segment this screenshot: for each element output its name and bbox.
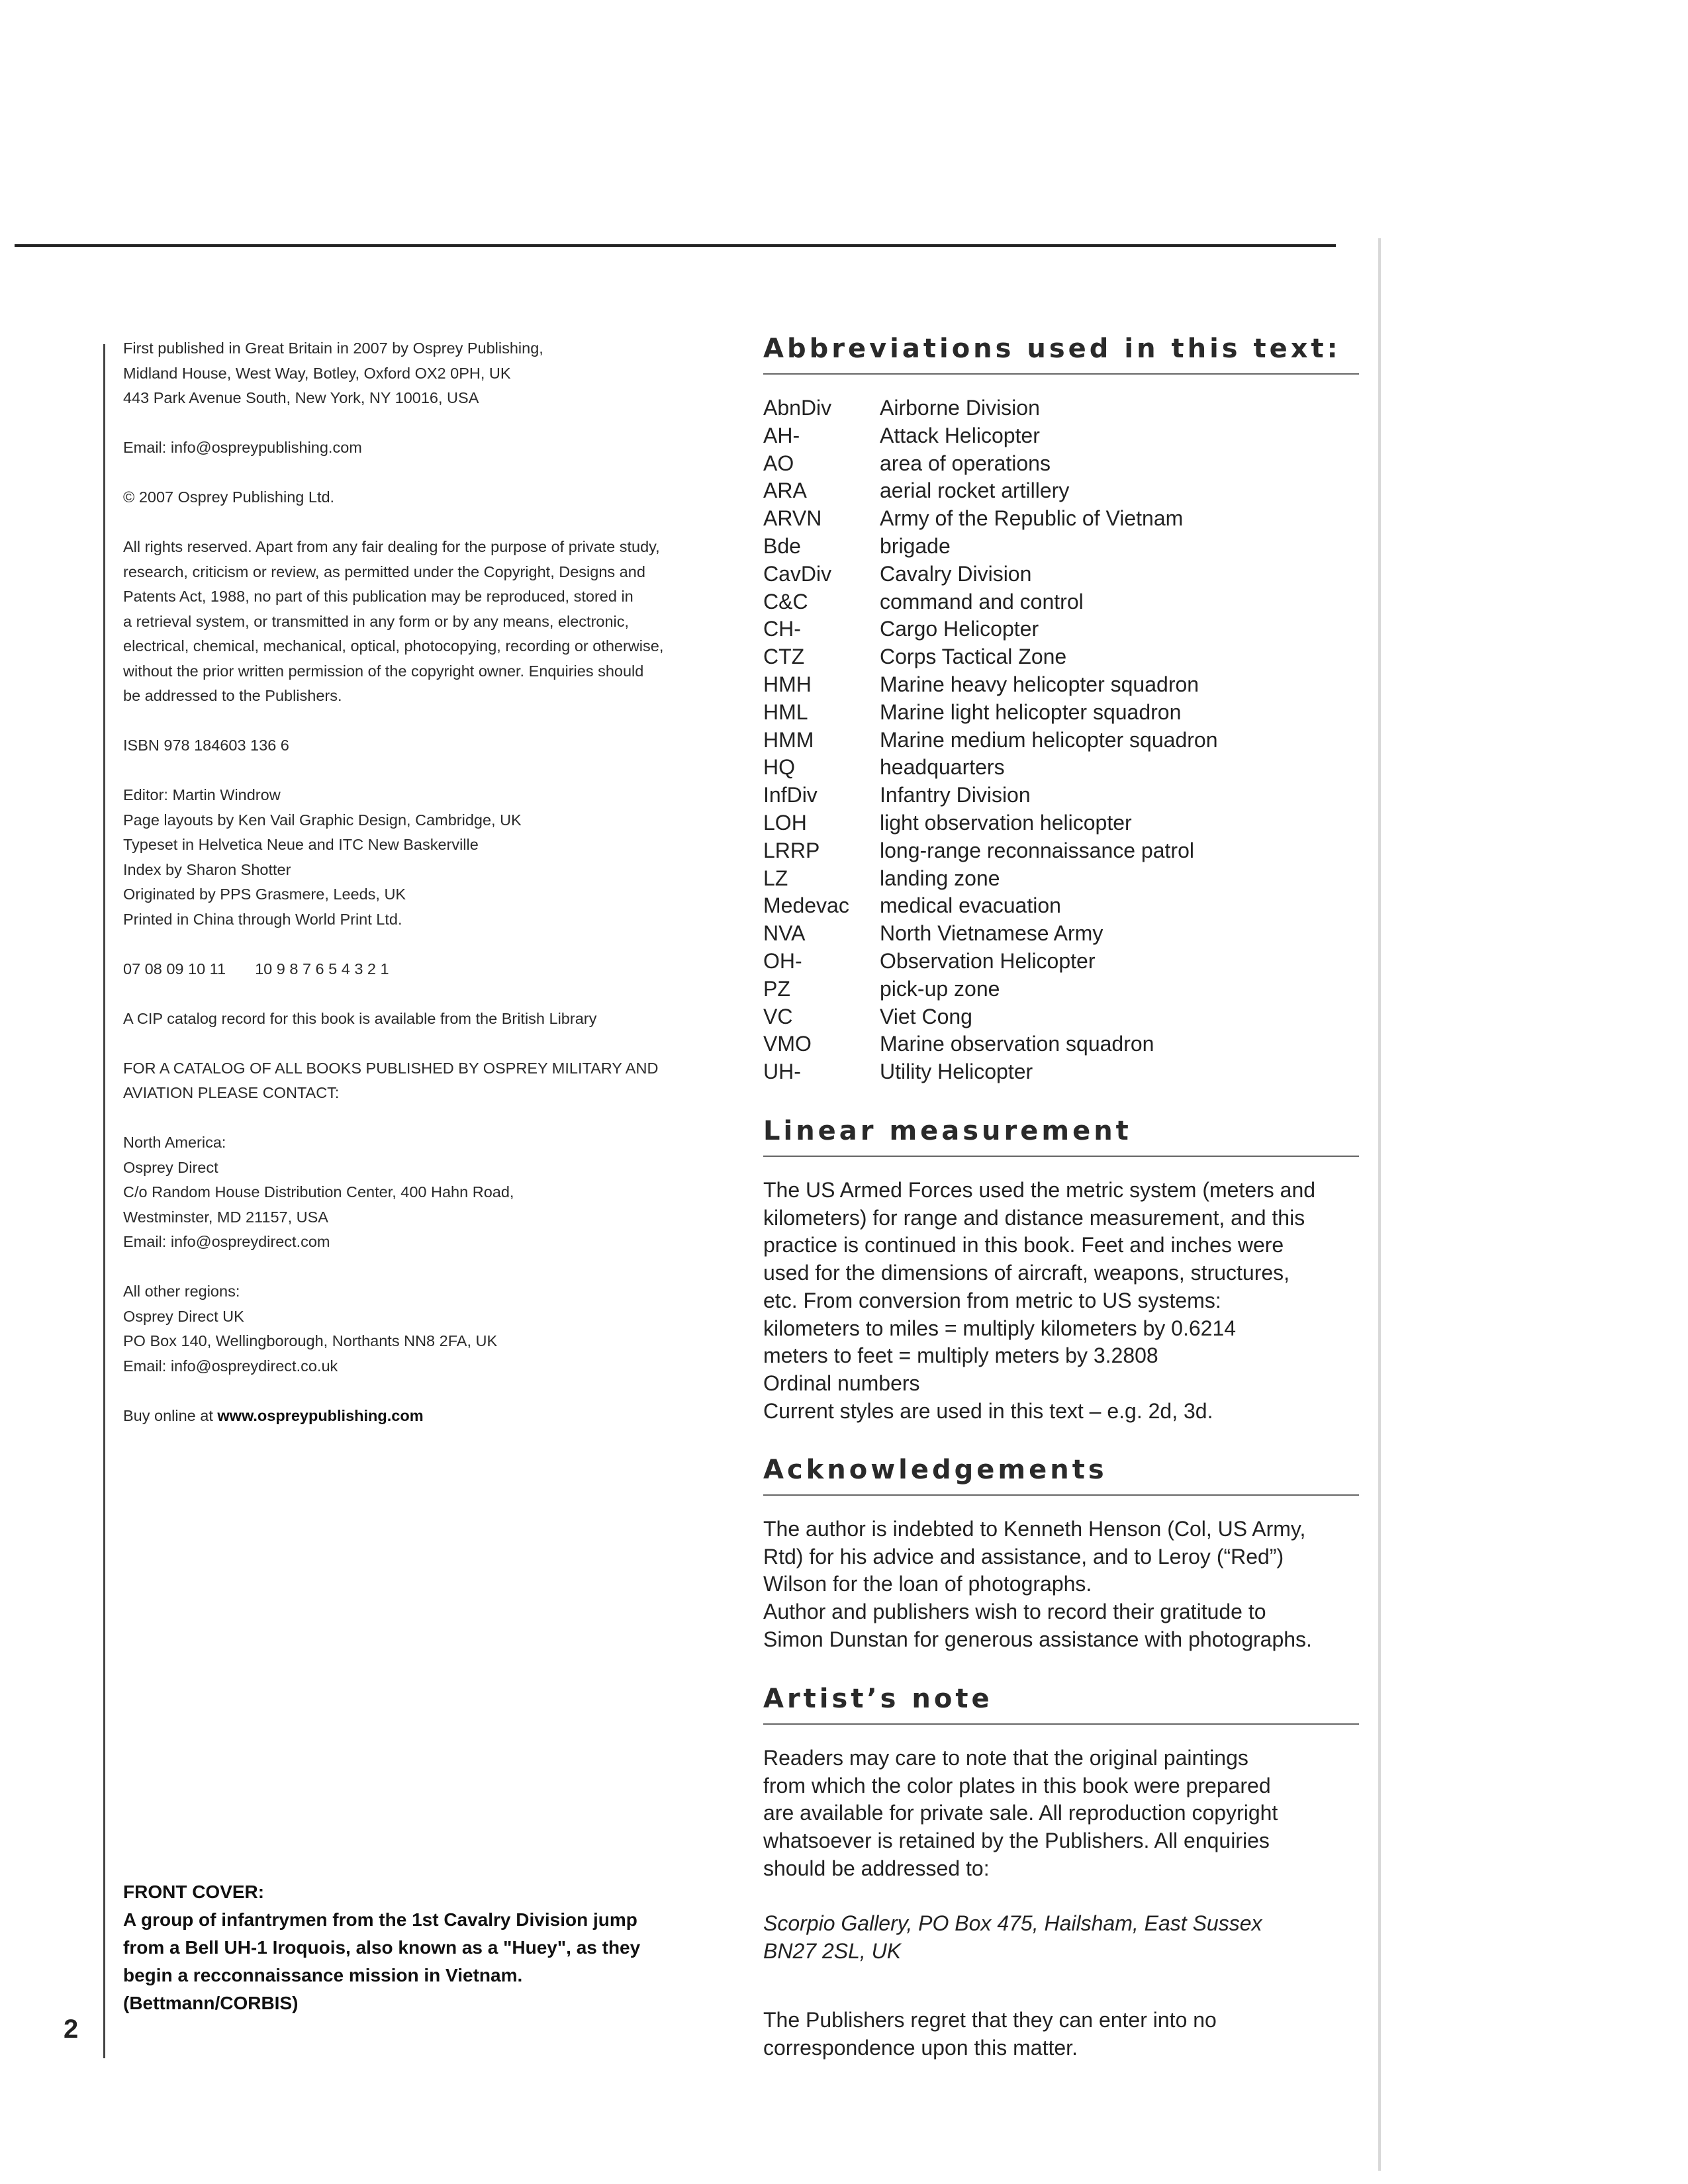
catalog-block (123, 1056, 719, 1106)
text-line: kilometers) for range and distance measurement, and this (763, 1205, 1305, 1230)
abbr-definition: Corps Tactical Zone (880, 645, 1067, 669)
gallery-address (763, 1910, 1359, 1965)
top-rule (15, 244, 1336, 247)
abbr-definition: Attack Helicopter (880, 423, 1040, 447)
text-line: from which the color plates in this book were prepared (763, 1773, 1271, 1797)
abbr-definition: Cavalry Division (880, 561, 1032, 586)
print-years: 07 08 09 10 11 (123, 960, 226, 978)
caption-line: (Bettmann/CORBIS) (123, 1993, 299, 2013)
abbr-definition: area of operations (880, 451, 1051, 475)
catalog-line: AVIATION PLEASE CONTACT: (123, 1084, 340, 1101)
text-line: The author is indebted to Kenneth Henson (Col, US Army, (763, 1517, 1306, 1541)
abbreviation-row (763, 782, 1359, 809)
abbreviation-row (763, 671, 1359, 699)
abbr-term: LZ (763, 866, 788, 890)
abbr-definition: aerial rocket artillery (880, 478, 1070, 503)
abbreviation-row (763, 727, 1359, 754)
abbr-term: CH- (763, 617, 801, 641)
linear-measurement-heading: Linear measurement (763, 1116, 1359, 1157)
na-line: Osprey Direct (123, 1158, 218, 1176)
abbr-term: HMH (763, 672, 812, 696)
abbreviation-row (763, 699, 1359, 727)
abbr-term: Bde (763, 533, 801, 558)
abbreviation-row (763, 450, 1359, 478)
abbreviation-row (763, 477, 1359, 505)
abbreviation-row (763, 1058, 1359, 1086)
acknowledgements-text (763, 1516, 1359, 1654)
rights-line: be addressed to the Publishers. (123, 687, 342, 704)
abbr-definition: brigade (880, 533, 951, 558)
credit-line: Index by Sharon Shotter (123, 860, 291, 878)
caption-line: from a Bell UH-1 Iroquois, also known as a "Huey", as they (123, 1937, 641, 1958)
abbreviation-row (763, 976, 1359, 1003)
text-line: should be addressed to: (763, 1856, 990, 1880)
abbr-definition: pick-up zone (880, 976, 1000, 1001)
abbr-term: CavDiv (763, 561, 832, 586)
front-cover-label: FRONT COVER: (123, 1882, 265, 1902)
publisher-line: 443 Park Avenue South, New York, NY 10016, USA (123, 389, 479, 406)
publisher-line: Midland House, West Way, Botley, Oxford OX2 0PH, UK (123, 364, 511, 382)
abbr-term: Medevac (763, 893, 849, 918)
buy-online-prefix: Buy online at (123, 1406, 218, 1424)
text-line: meters to feet = multiply meters by 3.2808 (763, 1343, 1158, 1368)
text-line: practice is continued in this book. Feet and inches were (763, 1233, 1284, 1257)
address-line: BN27 2SL, UK (763, 1938, 902, 1963)
abbr-definition: medical evacuation (880, 893, 1061, 918)
text-line: Current styles are used in this text – e.g. 2d, 3d. (763, 1398, 1213, 1423)
address-line: Scorpio Gallery, PO Box 475, Hailsham, East Sussex (763, 1911, 1262, 1935)
abbr-term: CTZ (763, 645, 805, 669)
abbr-definition: headquarters (880, 755, 1005, 780)
abbr-term: VC (763, 1004, 793, 1028)
abbr-definition: Infantry Division (880, 783, 1031, 807)
abbr-term: AH- (763, 423, 800, 447)
abbreviations-heading: Abbreviations used in this text: (763, 334, 1359, 375)
abbr-term: OH- (763, 948, 802, 973)
text-line: etc. From conversion from metric to US systems: (763, 1288, 1221, 1312)
credit-line: Editor: Martin Windrow (123, 786, 281, 803)
abbreviation-row (763, 422, 1359, 450)
text-line: Simon Dunstan for generous assistance with photographs. (763, 1627, 1312, 1651)
publisher-line: First published in Great Britain in 2007 by Osprey Publishing, (123, 340, 543, 357)
abbr-definition: Marine heavy helicopter squadron (880, 672, 1199, 696)
credit-line: Originated by PPS Grasmere, Leeds, UK (123, 886, 406, 903)
acknowledgements-heading: Acknowledgements (763, 1455, 1359, 1496)
artists-note-text (763, 1745, 1359, 1883)
credit-line: Printed in China through World Print Ltd. (123, 910, 402, 928)
other-line: PO Box 140, Wellingborough, Northants NN8 2FA, UK (123, 1332, 498, 1349)
margin-rule (103, 344, 105, 2058)
abbreviation-row (763, 643, 1359, 671)
linear-measurement-text (763, 1177, 1359, 1425)
abbr-definition: Marine light helicopter squadron (880, 700, 1182, 724)
text-line: correspondence upon this matter. (763, 2035, 1078, 2060)
abbreviation-row (763, 505, 1359, 533)
text-line: are available for private sale. All reproduction copyright (763, 1801, 1278, 1825)
abbreviation-row (763, 837, 1359, 865)
isbn: ISBN 978 184603 136 6 (123, 737, 289, 754)
text-line: Readers may care to note that the original paintings (763, 1746, 1248, 1770)
abbreviation-row (763, 754, 1359, 782)
abbr-term: PZ (763, 976, 790, 1001)
page-number: 2 (64, 2015, 79, 2044)
rights-line: without the prior written permission of the copyright owner. Enquiries should (123, 662, 644, 680)
abbr-definition: landing zone (880, 866, 1000, 890)
text-line: Ordinal numbers (763, 1371, 920, 1395)
catalog-line: FOR A CATALOG OF ALL BOOKS PUBLISHED BY OSPREY MILITARY AND (123, 1059, 659, 1077)
abbr-definition: Airborne Division (880, 396, 1040, 420)
abbr-definition: Utility Helicopter (880, 1060, 1033, 1084)
text-line: kilometers to miles = multiply kilometers by 0.6214 (763, 1316, 1237, 1340)
abbr-definition: Marine medium helicopter squadron (880, 727, 1218, 752)
abbr-term: UH- (763, 1060, 801, 1084)
abbr-term: AbnDiv (763, 396, 832, 420)
abbr-term: VMO (763, 1032, 812, 1056)
abbreviation-row (763, 561, 1359, 588)
other-line: All other regions: (123, 1283, 240, 1300)
abbreviation-row (763, 533, 1359, 561)
abbr-definition: Cargo Helicopter (880, 617, 1039, 641)
na-line: North America: (123, 1134, 226, 1151)
abbr-term: ARVN (763, 506, 822, 531)
text-line: Author and publishers wish to record their gratitude to (763, 1600, 1266, 1624)
print-run: 10 9 8 7 6 5 4 3 2 1 (255, 960, 389, 978)
abbreviation-row (763, 615, 1359, 643)
closing-note (763, 2007, 1359, 2062)
abbreviation-row (763, 948, 1359, 976)
front-cover-caption (123, 1878, 719, 2017)
caption-line: A group of infantrymen from the 1st Cavalry Division jump (123, 1909, 637, 1930)
imprint-column (123, 336, 719, 1453)
rights-line: Patents Act, 1988, no part of this publication may be reproduced, stored in (123, 588, 633, 605)
abbreviation-row (763, 865, 1359, 893)
text-line: whatsoever is retained by the Publishers. All enquiries (763, 1829, 1270, 1853)
artists-note-heading: Artist’s note (763, 1684, 1359, 1725)
text-line: Wilson for the loan of photographs. (763, 1572, 1092, 1596)
other-line: Osprey Direct UK (123, 1307, 244, 1325)
abbreviation-row (763, 588, 1359, 616)
abbr-definition: North Vietnamese Army (880, 921, 1103, 946)
abbr-definition: Observation Helicopter (880, 948, 1096, 973)
abbr-term: LOH (763, 810, 807, 835)
abbreviation-row (763, 394, 1359, 422)
other-email[interactable]: Email: info@ospreydirect.co.uk (123, 1357, 338, 1375)
abbr-definition: long-range reconnaissance patrol (880, 838, 1194, 862)
cip-line: A CIP catalog record for this book is available from the British Library (123, 1009, 597, 1027)
abbr-definition: light observation helicopter (880, 810, 1132, 835)
text-line: The Publishers regret that they can enter into no (763, 2008, 1217, 2032)
publisher-block (123, 336, 719, 411)
abbr-definition: command and control (880, 589, 1084, 614)
abbr-definition: Marine observation squadron (880, 1032, 1154, 1056)
abbr-term: HML (763, 700, 808, 724)
buy-online-line (123, 1404, 719, 1429)
north-america-block (123, 1130, 719, 1255)
text-line: The US Armed Forces used the metric system (meters and (763, 1178, 1316, 1202)
abbreviations-list (763, 394, 1359, 1086)
abbreviation-row (763, 892, 1359, 920)
na-email[interactable]: Email: info@ospreydirect.com (123, 1233, 330, 1250)
abbr-term: AO (763, 451, 794, 475)
abbreviation-row (763, 1003, 1359, 1031)
rights-line: All rights reserved. Apart from any fair dealing for the purpose of private study, (123, 538, 660, 555)
abbr-definition: Army of the Republic of Vietnam (880, 506, 1184, 531)
abbr-term: InfDiv (763, 783, 818, 807)
abbr-term: HQ (763, 755, 795, 780)
abbr-term: LRRP (763, 838, 820, 862)
abbreviation-row (763, 809, 1359, 837)
text-line: Rtd) for his advice and assistance, and to Leroy (“Red”) (763, 1544, 1284, 1569)
na-line: C/o Random House Distribution Center, 400 Hahn Road, (123, 1183, 514, 1201)
abbr-term: C&C (763, 589, 808, 614)
abbr-term: NVA (763, 921, 806, 946)
credit-line: Typeset in Helvetica Neue and ITC New Baskerville (123, 836, 479, 853)
credit-line: Page layouts by Ken Vail Graphic Design, Cambridge, UK (123, 811, 522, 829)
rights-line: research, criticism or review, as permitted under the Copyright, Designs and (123, 563, 645, 580)
buy-online-link[interactable]: www.ospreypublishing.com (217, 1406, 424, 1424)
rights-block (123, 535, 719, 709)
text-line: used for the dimensions of aircraft, weapons, structures, (763, 1261, 1290, 1285)
abbreviation-row (763, 1030, 1359, 1058)
rights-line: electrical, chemical, mechanical, optical, photocopying, recording or otherwise, (123, 637, 664, 655)
page-edge-shadow (1378, 238, 1381, 2171)
rights-line: a retrieval system, or transmitted in any form or by any means, electronic, (123, 612, 630, 630)
abbr-term: HMM (763, 727, 814, 752)
abbr-term: ARA (763, 478, 807, 503)
na-line: Westminster, MD 21157, USA (123, 1208, 328, 1226)
print-line (123, 957, 719, 982)
credits-block (123, 783, 719, 932)
abbr-definition: Viet Cong (880, 1004, 972, 1028)
copyright-line: © 2007 Osprey Publishing Ltd. (123, 488, 335, 506)
other-regions-block (123, 1279, 719, 1379)
caption-line: begin a recconnaissance mission in Vietnam. (123, 1965, 523, 1985)
email-line: Email: info@ospreypublishing.com (123, 439, 362, 456)
abbreviation-row (763, 920, 1359, 948)
